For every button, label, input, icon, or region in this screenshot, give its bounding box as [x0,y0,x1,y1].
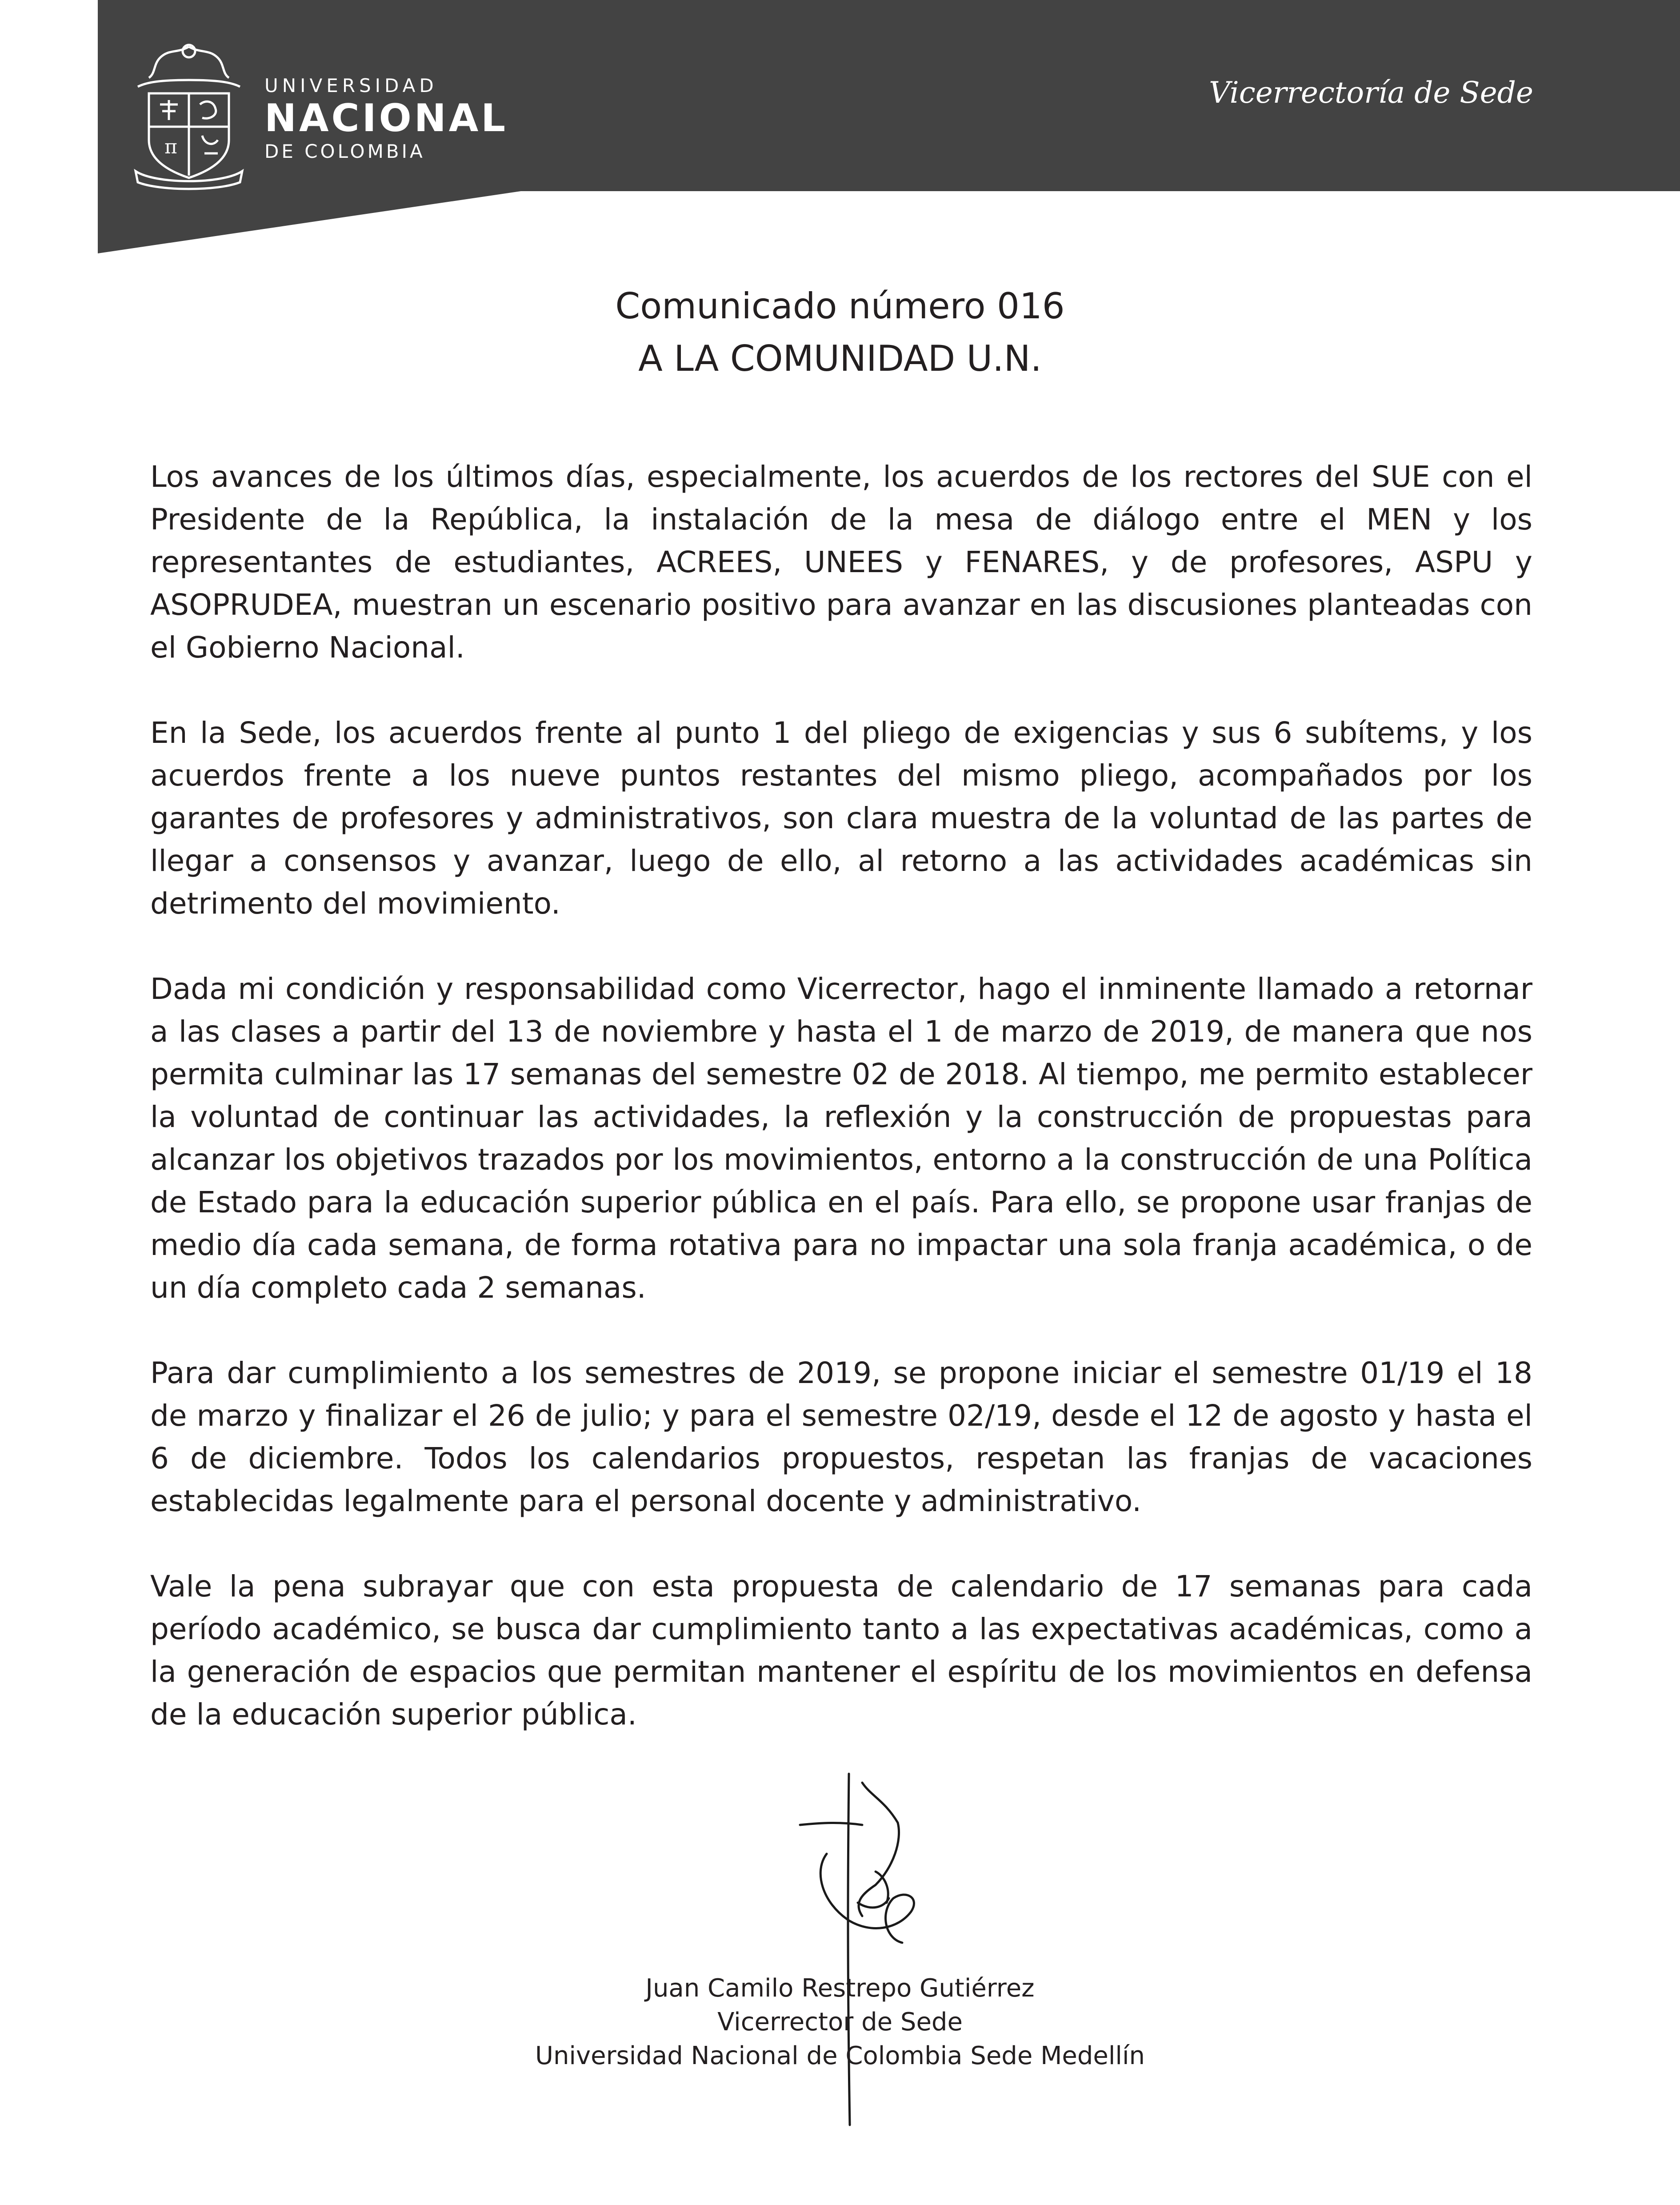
paragraph: Vale la pena subrayar que con esta propuesta de calendario de 17 semanas para cada período académico, se busca dar cumplimiento tanto a las expectativas académicas, como a la generación de espacios que permitan mantener el espíritu de los movimientos en defensa de la educación superior pública. [150,1569,1532,1732]
paragraph: En la Sede, los acuerdos frente al punto 1 del pliego de exigencias y sus 6 subítems, y los acuerdos frente a los nueve puntos restantes del mismo pliego, acompañados por los garantes de profesores y administrativos, son clara muestra de la voluntad de las partes de llegar a consensos y avanzar, luego de ello, al retorno a las actividades académicas sin detrimento del movimiento. [150,716,1532,921]
logo-line-3: DE COLOMBIA [264,140,425,162]
document-body [150,456,1532,1779]
signer-block [0,1972,1680,2073]
office-name: Vicerrectoría de Sede [1209,76,1533,110]
title-line-2: A LA COMUNIDAD U.N. [638,338,1042,379]
svg-text:π: π [164,136,177,158]
paragraph: Los avances de los últimos días, especialmente, los acuerdos de los rectores del SUE con el Presidente de la República, la instalación de la mesa de diálogo entre el MEN y los representantes de estudiantes, ACREES, UNEES y FENARES, y de profesores, ASPU y ASOPRUDEA, muestran un escenario positivo para avanzar en las discusiones planteadas con el Gobierno Nacional. [150,460,1532,665]
logo-line-2: NACIONAL [264,96,508,140]
title-line-1: Comunicado número 016 [615,285,1065,327]
signer-name: Juan Camilo Restrepo Gutiérrez [645,1974,1035,2003]
logo-wordmark [264,75,508,164]
document-title [0,280,1680,385]
handwritten-signature-icon [796,1769,982,2134]
signer-institution: Universidad Nacional de Colombia Sede Medellín [535,2041,1145,2070]
logo-line-1: UNIVERSIDAD [264,75,438,96]
brand-logo [98,31,507,200]
signer-role: Vicerrector de Sede [717,2008,963,2037]
university-crest-icon [129,38,249,191]
paragraph: Para dar cumplimiento a los semestres de 2019, se propone iniciar el semestre 01/19 el 18 de marzo y finalizar el 26 de julio; y para el semestre 02/19, desde el 12 de agosto y hasta el 6 de diciembre. Todos los calendarios propuestos, respetan las franjas de vacaciones establecidas legalmente para el personal docente y administrativo. [150,1356,1532,1518]
paragraph: Dada mi condición y responsabilidad como Vicerrector, hago el inminente llamado a retornar a las clases a partir del 13 de noviembre y hasta el 1 de marzo de 2019, de manera que nos permita culminar las 17 semanas del semestre 02 de 2018. Al tiempo, me permito establecer la voluntad de continuar las actividades, la reflexión y la construcción de propuestas para alcanzar los objetivos trazados por los movimientos, entorno a la construcción de una Política de Estado para la educación superior pública en el país. Para ello, se propone usar franjas de medio día cada semana, de forma rotativa para no impactar una sola franja académica, o de un día completo cada 2 semanas. [150,972,1532,1305]
